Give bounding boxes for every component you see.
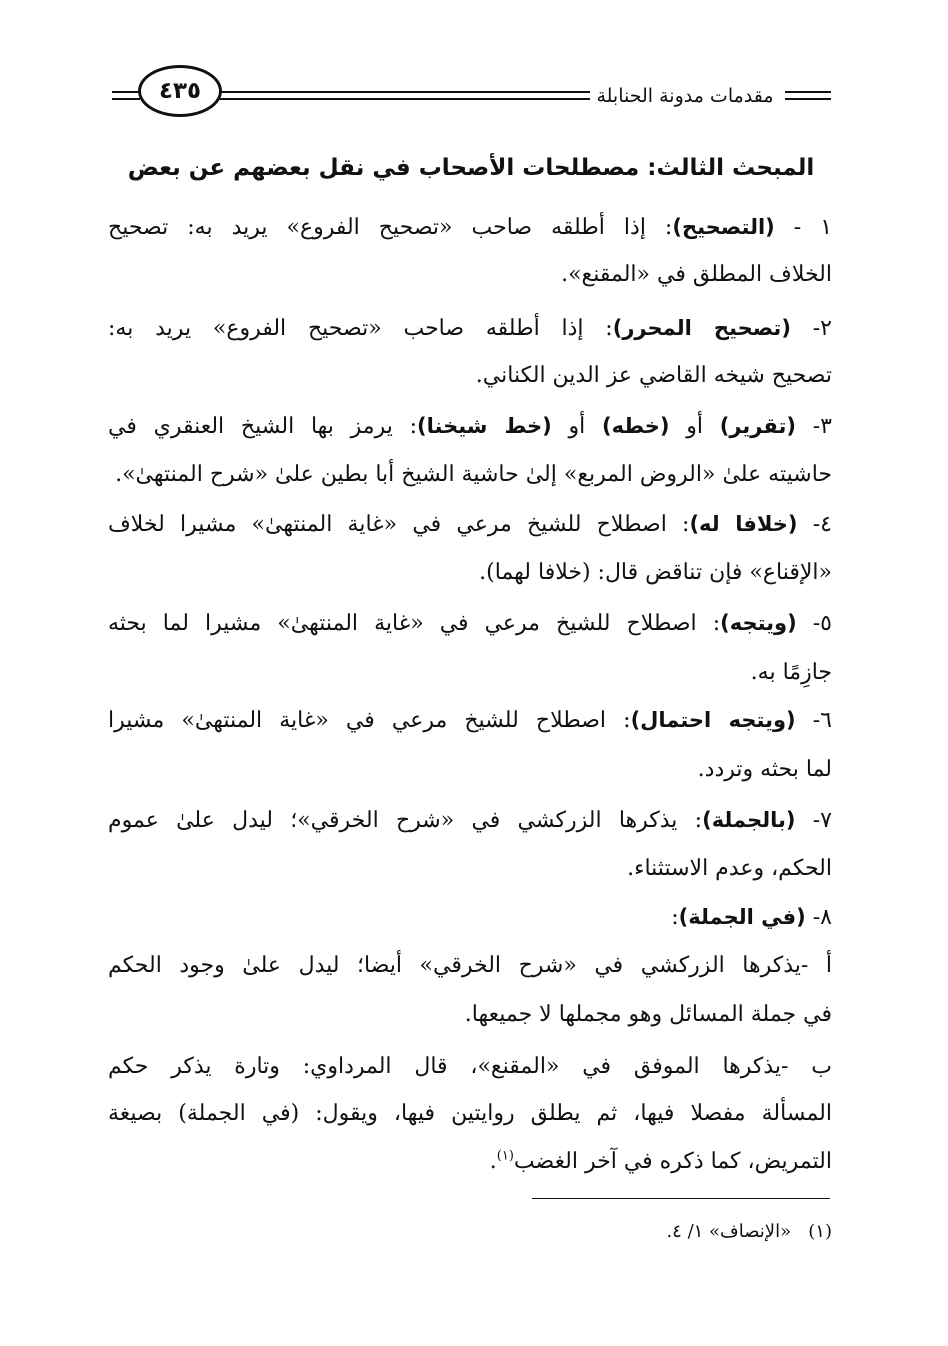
footnote-text: «الإنصاف» ١/ ٤. [666, 1221, 792, 1242]
item-4-line-2: «الإقناع» فإن تناقض قال: (خلافا لهما). [479, 560, 832, 585]
item-3-term-a: (تقرير) [719, 414, 796, 438]
header-rule-right-bottom [785, 98, 831, 100]
running-title: مقدمات مدونة الحنابلة [596, 85, 774, 107]
item-8-term: (في الجملة) [678, 905, 806, 929]
header-rule-right-top [785, 91, 831, 93]
item-3-line-1: ٣- (تقرير) أو (خطه) أو (خط شيخنا): يرمز بها الشيخ العنقري في [108, 414, 832, 439]
sub-item-a-line-2: في جملة المسائل وهو مجملها لا جميعها. [464, 1002, 832, 1027]
item-2-line-2: تصحيح شيخه القاضي عز الدين الكناني. [475, 363, 832, 388]
item-3-term-b: (خطه) [601, 414, 670, 438]
item-2-line-1: ٢- (تصحيح المحرر): إذا أطلقه صاحب «تصحيح الفروع» يريد به: [108, 316, 832, 341]
item-5-term: (ويتجه) [720, 611, 797, 635]
item-5-line-2: جازِمًا به. [750, 660, 832, 685]
item-2-term: (تصحيح المحرر) [612, 316, 791, 340]
item-4-line-1: ٤- (خلافا له): اصطلاح للشيخ مرعي في «غاية المنتهىٰ» مشيرا لخلاف [108, 512, 832, 537]
item-1-line-1: ١ - (التصحيح): إذا أطلقه صاحب «تصحيح الفروع» يريد به: تصحيح [108, 215, 832, 240]
item-4-term: (خلافا له) [689, 512, 798, 536]
item-1-term: (التصحيح) [672, 215, 775, 239]
sub-item-b-line-3: التمريض، كما ذكره في آخر الغضب$^{(١)}$. [489, 1148, 832, 1174]
item-3-line-2: حاشيته علىٰ «الروض المربع» إلىٰ حاشية الشيخ أبا بطين علىٰ «شرح المنتهىٰ». [115, 462, 832, 487]
item-6-line-2: لما بحثه وتردد. [697, 757, 832, 782]
footnote-reference[interactable]: (١) [496, 1148, 514, 1164]
item-7-line-1: ٧- (بالجملة): يذكرها الزركشي في «شرح الخرقي»؛ ليدل علىٰ عموم [108, 808, 832, 833]
item-5-line-1: ٥- (ويتجه): اصطلاح للشيخ مرعي في «غاية المنتهىٰ» مشيرا لما بحثه [108, 611, 832, 636]
item-3-term-c: (خط شيخنا) [417, 414, 552, 438]
header-rule-outer-bottom [112, 98, 140, 100]
sub-item-b-line-2: المسألة مفصلا فيها، ثم يطلق روايتين فيها، ويقول: (في الجملة) بصيغة [108, 1101, 832, 1126]
header-rule-left-bottom [218, 98, 590, 100]
item-8-line-1: ٨- (في الجملة): [671, 905, 832, 930]
header-rule-left-top [218, 91, 590, 93]
item-1-line-2: الخلاف المطلق في «المقنع». [561, 262, 832, 287]
footnote-number: (١) [808, 1221, 832, 1242]
item-7-term: (بالجملة) [702, 808, 796, 832]
item-7-line-2: الحكم، وعدم الاستثناء. [627, 856, 832, 881]
page-number-badge [138, 65, 222, 117]
section-heading: المبحث الثالث: مصطلحات الأصحاب في نقل بعضهم عن بعض [127, 155, 815, 181]
sub-item-b-line-1: ب -يذكرها الموفق في «المقنع»، قال المرداوي: وتارة يذكر حكم [108, 1054, 832, 1079]
item-6-line-1: ٦- (ويتجه احتمال): اصطلاح للشيخ مرعي في «غاية المنتهىٰ» مشيرا [108, 708, 832, 733]
item-6-term: (ويتجه احتمال) [630, 708, 796, 732]
page-number: ٤٣٥ [158, 78, 202, 104]
footnote-separator [532, 1198, 830, 1199]
header-rule-outer-top [112, 91, 140, 93]
sub-item-a-line-1: أ -يذكرها الزركشي في «شرح الخرقي» أيضا؛ ليدل علىٰ وجود الحكم [108, 953, 832, 978]
footnote [560, 1214, 832, 1250]
